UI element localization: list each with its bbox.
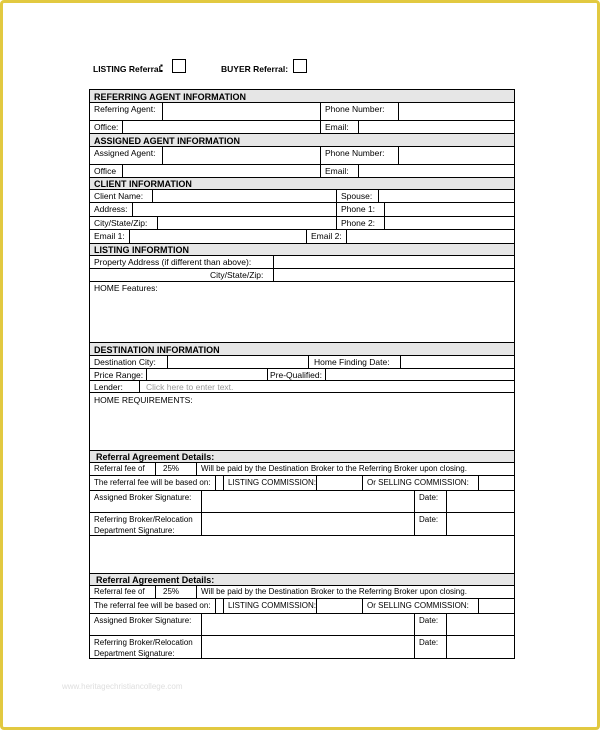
agreement2-selling-commission-field[interactable] xyxy=(479,599,513,612)
agreement2-listing-commission-label: LISTING COMMISSION: xyxy=(228,601,317,610)
agreement2-relocation-sig-label-1: Referring Broker/Relocation xyxy=(94,638,193,647)
agreement1-based-on: The referral fee will be based on: xyxy=(94,478,211,487)
price-range-label: Price Range: xyxy=(94,370,144,380)
listing-referral-checkbox[interactable] xyxy=(172,59,186,73)
listing-header: LISTING INFORMTION xyxy=(94,245,189,255)
agreement2-date2-label: Date: xyxy=(419,638,439,647)
agreement1-assigned-sig-field[interactable] xyxy=(202,491,413,511)
phone2-label: Phone 2: xyxy=(341,218,376,228)
agreement2-fee-value[interactable]: 25% xyxy=(163,587,180,596)
phone2-field[interactable] xyxy=(385,217,513,228)
property-address-label: Property Address (if different than above): xyxy=(94,257,252,267)
agreement1-date2-label: Date: xyxy=(419,515,439,524)
destination-city-field[interactable] xyxy=(168,356,307,367)
assigned-email-field[interactable] xyxy=(359,165,513,176)
assigned-agent-label: Assigned Agent: xyxy=(94,148,156,158)
email2-field[interactable] xyxy=(347,230,513,242)
spouse-field[interactable] xyxy=(379,190,513,201)
destination-city-label: Destination City: xyxy=(94,357,156,367)
agreement2-date1-label: Date: xyxy=(419,616,439,625)
client-header: CLIENT INFORMATION xyxy=(94,179,192,189)
agreement1-assigned-sig-label: Assigned Broker Signature: xyxy=(94,493,192,502)
prequalified-field[interactable] xyxy=(326,369,513,379)
home-finding-date-field[interactable] xyxy=(401,356,513,367)
agreement1-selling-commission-label: Or SELLING COMMISSION: xyxy=(367,478,469,487)
assigned-agent-field[interactable] xyxy=(163,147,319,163)
address-label: Address: xyxy=(94,204,128,214)
agreement2-fee-label: Referral fee of xyxy=(94,587,145,596)
agreement1-date1-field[interactable] xyxy=(447,491,513,511)
assigned-phone-label: Phone Number: xyxy=(325,148,385,158)
lender-input[interactable]: Click here to enter text. xyxy=(146,382,234,392)
agreement1-fee-value[interactable]: 25% xyxy=(163,464,180,473)
referring-agent-label: Referring Agent: xyxy=(94,104,156,114)
referring-email-label: Email: xyxy=(325,122,349,132)
referring-email-field[interactable] xyxy=(359,121,513,132)
home-features-field[interactable] xyxy=(90,294,514,341)
buyer-referral-checkbox[interactable] xyxy=(293,59,307,73)
agreement1-listing-commission-field[interactable] xyxy=(317,476,361,489)
referring-agent-header: REFERRING AGENT INFORMATION xyxy=(94,92,246,102)
agreement1-fee-text: Will be paid by the Destination Broker to the Referring Broker upon closing. xyxy=(201,464,467,473)
home-requirements-label: HOME REQUIREMENTS: xyxy=(94,395,193,405)
email2-label: Email 2: xyxy=(311,231,342,241)
agreement1-header: Referral Agreement Details: xyxy=(96,452,215,462)
agreement1-relocation-sig-label-2: Department Signature: xyxy=(94,526,175,535)
agreement1-selling-commission-field[interactable] xyxy=(479,476,513,489)
agreement2-fee-text: Will be paid by the Destination Broker to the Referring Broker upon closing. xyxy=(201,587,467,596)
agreement2-relocation-sig-field[interactable] xyxy=(202,636,413,657)
watermark-text: www.heritagechristiancollege.com xyxy=(62,682,183,691)
client-name-label: Client Name: xyxy=(94,191,144,201)
agreement1-relocation-sig-field[interactable] xyxy=(202,513,413,534)
assigned-agent-header: ASSIGNED AGENT INFORMATION xyxy=(94,136,240,146)
assigned-office-field[interactable] xyxy=(123,165,319,176)
price-range-field[interactable] xyxy=(147,369,266,379)
agreement1-date2-field[interactable] xyxy=(447,513,513,534)
referring-phone-field[interactable] xyxy=(399,103,513,119)
lender-label: Lender: xyxy=(94,382,123,392)
email1-field[interactable] xyxy=(130,230,305,242)
agreement2-based-on: The referral fee will be based on: xyxy=(94,601,211,610)
property-address-field[interactable] xyxy=(274,256,513,267)
agreement1-date1-label: Date: xyxy=(419,493,439,502)
client-name-field[interactable] xyxy=(153,190,335,201)
assigned-phone-field[interactable] xyxy=(399,147,513,163)
client-city-field[interactable] xyxy=(158,217,335,228)
agreement2-assigned-sig-field[interactable] xyxy=(202,614,413,634)
home-features-label: HOME Features: xyxy=(94,283,158,293)
agreement2-date2-field[interactable] xyxy=(447,636,513,657)
phone1-field[interactable] xyxy=(385,203,513,215)
spouse-label: Spouse: xyxy=(341,191,373,201)
client-city-label: City/State/Zip: xyxy=(94,218,148,228)
agreement2-date1-field[interactable] xyxy=(447,614,513,634)
agreement1-fee-label: Referral fee of xyxy=(94,464,145,473)
destination-header: DESTINATION INFORMATION xyxy=(94,345,220,355)
prequalified-label: Pre-Qualified: xyxy=(270,370,322,380)
buyer-referral-label: BUYER Referral: xyxy=(221,64,289,74)
address-field[interactable] xyxy=(133,203,335,215)
agreement2-header: Referral Agreement Details: xyxy=(96,575,215,585)
agreement1-relocation-sig-label-1: Referring Broker/Relocation xyxy=(94,515,193,524)
agreement2-selling-commission-label: Or SELLING COMMISSION: xyxy=(367,601,469,610)
listing-referral-label: LISTING Referral xyxy=(93,64,162,74)
agreement2-relocation-sig-label-2: Department Signature: xyxy=(94,649,175,658)
listing-city-field[interactable] xyxy=(274,269,513,280)
agreement1-listing-commission-label: LISTING COMMISSION: xyxy=(228,478,317,487)
referring-office-field[interactable] xyxy=(123,121,319,132)
assigned-email-label: Email: xyxy=(325,166,349,176)
listing-city-label: City/State/Zip: xyxy=(210,270,264,280)
home-requirements-field[interactable] xyxy=(90,406,514,449)
phone1-label: Phone 1: xyxy=(341,204,376,214)
agreement2-assigned-sig-label: Assigned Broker Signature: xyxy=(94,616,192,625)
agreement2-listing-commission-field[interactable] xyxy=(317,599,361,612)
referring-agent-field[interactable] xyxy=(163,103,319,119)
email1-label: Email 1: xyxy=(94,231,125,241)
home-finding-date-label: Home Finding Date: xyxy=(314,357,390,367)
referring-office-label: Office: xyxy=(94,122,119,132)
listing-referral-colon: : xyxy=(159,59,164,76)
assigned-office-label: Office xyxy=(94,166,117,176)
referring-phone-label: Phone Number: xyxy=(325,104,385,114)
